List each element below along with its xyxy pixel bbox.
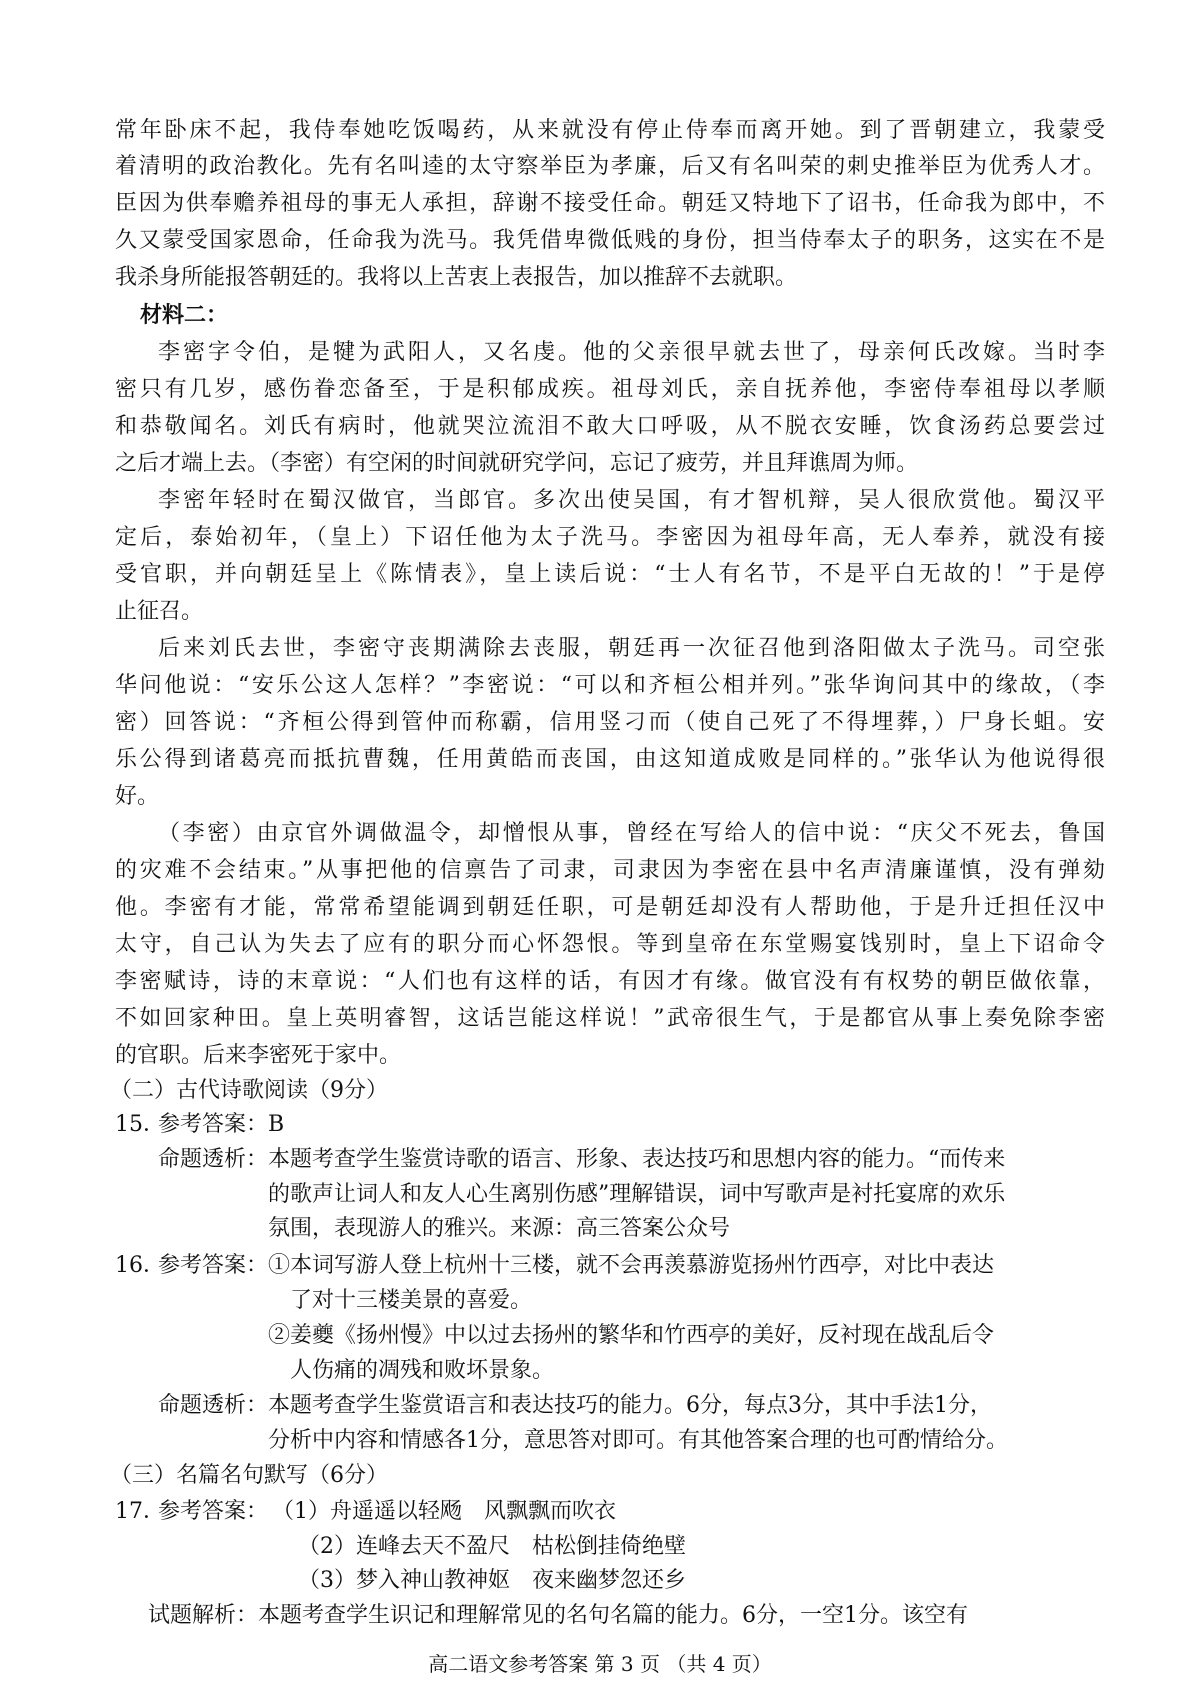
material2-line: 不如回家种田。皇上英明睿智，这话岂能这样说！”武帝很生气，于是都官从事上奏免除李密 — [115, 1006, 1105, 1031]
material2-line: 好。 — [115, 784, 160, 809]
answer-line: 了对十三楼美景的喜爱。 — [290, 1288, 533, 1313]
answer-line: ②姜夔《扬州慢》中以过去扬州的繁华和竹西亭的美好，反衬现在战乱后令 — [268, 1323, 995, 1348]
analysis-label: 试题解析： — [148, 1603, 259, 1628]
material2-line: 定后，泰始初年，（皇上）下诏任他为太子洗马。李密因为祖母年高，无人奉养，就没有接 — [115, 525, 1105, 550]
answer-line: （1）舟遥遥以轻飏 风飘飘而吹衣 — [272, 1499, 616, 1524]
analysis-label: 命题透析： — [158, 1147, 269, 1172]
analysis-line: 本题考查学生识记和理解常见的名句名篇的能力。6分，一空1分。该空有 — [258, 1603, 968, 1628]
section-title-poetry: （二）古代诗歌阅读（9分） — [110, 1078, 388, 1103]
material2-line: 的灾难不会结束。”从事把他的信禀告了司隶，司隶因为李密在县中名声清廉谨慎，没有弹劾 — [115, 858, 1105, 883]
material2-line: 李密字令伯，是犍为武阳人，又名虔。他的父亲很早就去世了，母亲何氏改嫁。当时李 — [158, 340, 1105, 365]
material2-line: （李密）由京官外调做温令，却憎恨从事，曾经在写给人的信中说：“庆父不死去，鲁国 — [158, 821, 1105, 846]
analysis-label: 命题透析： — [158, 1393, 269, 1418]
analysis-line: 分析中内容和情感各1分，意思答对即可。有其他答案合理的也可酌情给分。 — [268, 1428, 1008, 1453]
answer-line: 人伤痛的凋残和败坏景象。 — [290, 1358, 555, 1383]
material1-line: 着清明的政治教化。先有名叫逵的太守察举臣为孝廉，后又有名叫荣的刺史推举臣为优秀人才。 — [115, 154, 1105, 179]
section-title-dictation: （三）名篇名句默写（6分） — [110, 1463, 388, 1488]
question-number: 15． — [115, 1112, 165, 1137]
material2-line: 受官职，并向朝廷呈上《陈情表》，皇上读后说：“士人有名节，不是平白无故的！”于是停 — [115, 562, 1105, 587]
material1-line: 久又蒙受国家恩命，任命我为洗马。我凭借卑微低贱的身份，担当侍奉太子的职务，这实在不是 — [115, 228, 1105, 253]
material2-line: 和恭敬闻名。刘氏有病时，他就哭泣流泪不敢大口呼吸，从不脱衣安睡，饮食汤药总要尝过 — [115, 414, 1105, 439]
material2-line: 华问他说：“安乐公这人怎样？”李密说：“可以和齐桓公相并列。”张华询问其中的缘故，（李 — [115, 673, 1105, 698]
analysis-line: 的歌声让词人和友人心生离别伤感”理解错误，词中写歌声是衬托宴席的欢乐 — [268, 1182, 1006, 1207]
material2-line: 后来刘氏去世，李密守丧期满除去丧服，朝廷再一次征召他到洛阳做太子洗马。司空张 — [158, 636, 1105, 661]
analysis-line: 氛围，表现游人的雅兴。来源：高三答案公众号 — [268, 1216, 731, 1241]
answer-line: ①本词写游人登上杭州十三楼，就不会再羡慕游览扬州竹西亭，对比中表达 — [268, 1253, 995, 1278]
page-footer: 高二语文参考答案 第 3 页 （共 4 页） — [428, 1652, 772, 1676]
material2-line: 李密年轻时在蜀汉做官，当郎官。多次出使吴国，有才智机辩，吴人很欣赏他。蜀汉平 — [158, 488, 1105, 513]
answer-label: 参考答案： — [158, 1253, 269, 1278]
analysis-line: 本题考查学生鉴赏语言和表达技巧的能力。6分，每点3分，其中手法1分， — [268, 1393, 992, 1418]
material2-line: 他。李密有才能，常常希望能调到朝廷任职，可是朝廷却没有人帮助他，于是升迁担任汉中 — [115, 895, 1105, 920]
material2-heading: 材料二： — [140, 302, 229, 328]
analysis-line: 本题考查学生鉴赏诗歌的语言、形象、表达技巧和思想内容的能力。“而传来 — [268, 1147, 1006, 1172]
material2-line: 密）回答说：“齐桓公得到管仲而称霸，信用竖刁而（使自己死了不得埋葬，）尸身长蛆。安 — [115, 710, 1105, 735]
answer-label: 参考答案： — [158, 1499, 269, 1524]
answer-value: B — [268, 1112, 285, 1137]
question-number: 17． — [115, 1499, 165, 1524]
answer-line: （3）梦入神山教神妪 夜来幽梦忽还乡 — [298, 1568, 686, 1593]
material2-line: 的官职。后来李密死于家中。 — [115, 1043, 402, 1068]
question-number: 16． — [115, 1253, 165, 1278]
material2-line: 太守，自己认为失去了应有的职分而心怀怨恨。等到皇帝在东堂赐宴饯别时，皇上下诏命令 — [115, 932, 1105, 957]
material1-line: 我杀身所能报答朝廷的。我将以上苦衷上表报告，加以推辞不去就职。 — [115, 265, 798, 290]
material1-line: 常年卧床不起，我侍奉她吃饭喝药，从来就没有停止侍奉而离开她。到了晋朝建立，我蒙受 — [115, 118, 1105, 143]
material2-line: 止征召。 — [115, 599, 204, 624]
answer-line: （2）连峰去天不盈尺 枯松倒挂倚绝壁 — [298, 1534, 686, 1559]
material2-line: 李密赋诗，诗的末章说：“人们也有这样的话，有因才有缘。做官没有有权势的朝臣做依靠， — [115, 969, 1105, 994]
material1-line: 臣因为供奉赡养祖母的事无人承担，辞谢不接受任命。朝廷又特地下了诏书，任命我为郎中，不 — [115, 191, 1105, 216]
material2-line: 之后才端上去。（李密）有空闲的时间就研究学问，忘记了疲劳，并且拜谯周为师。 — [115, 451, 919, 476]
material2-line: 乐公得到诸葛亮而抵抗曹魏，任用黄皓而丧国，由这知道成败是同样的。”张华认为他说得很 — [115, 747, 1105, 772]
answer-label: 参考答案： — [158, 1112, 269, 1137]
material2-line: 密只有几岁，感伤眷恋备至，于是积郁成疾。祖母刘氏，亲自抚养他，李密侍奉祖母以孝顺 — [115, 377, 1105, 402]
